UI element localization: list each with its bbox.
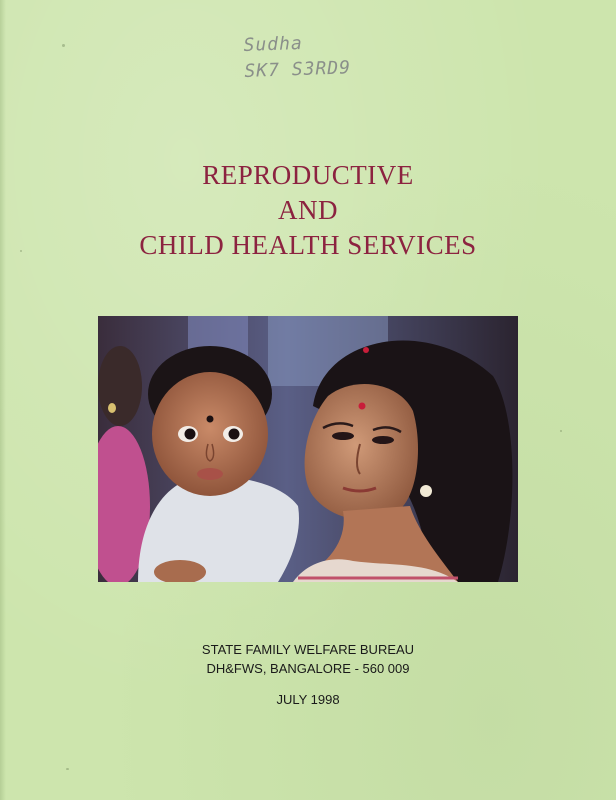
mother-child-photo-illustration — [98, 316, 518, 582]
publisher-name: STATE FAMILY WELFARE BUREAU — [201, 642, 415, 657]
publisher-address: DH&FWS, BANGALORE - 560 009 — [206, 661, 410, 676]
title-line-3: CHILD HEALTH SERVICES — [139, 230, 477, 260]
paper-speck — [62, 44, 65, 47]
title-line-1: REPRODUCTIVE — [202, 160, 414, 190]
paper-speck — [66, 768, 69, 770]
cover-photo — [98, 316, 518, 582]
handwritten-annotation — [243, 27, 415, 85]
publisher-block — [0, 640, 616, 678]
annotation-line-2: SK7 S3RD9 — [244, 57, 352, 82]
publication-date: JULY 1998 — [276, 692, 340, 707]
spine-edge — [0, 0, 6, 800]
cover-title — [0, 158, 616, 263]
annotation-line-1: Sudha — [243, 32, 304, 56]
title-line-2: AND — [278, 195, 338, 225]
paper-speck — [560, 430, 562, 432]
